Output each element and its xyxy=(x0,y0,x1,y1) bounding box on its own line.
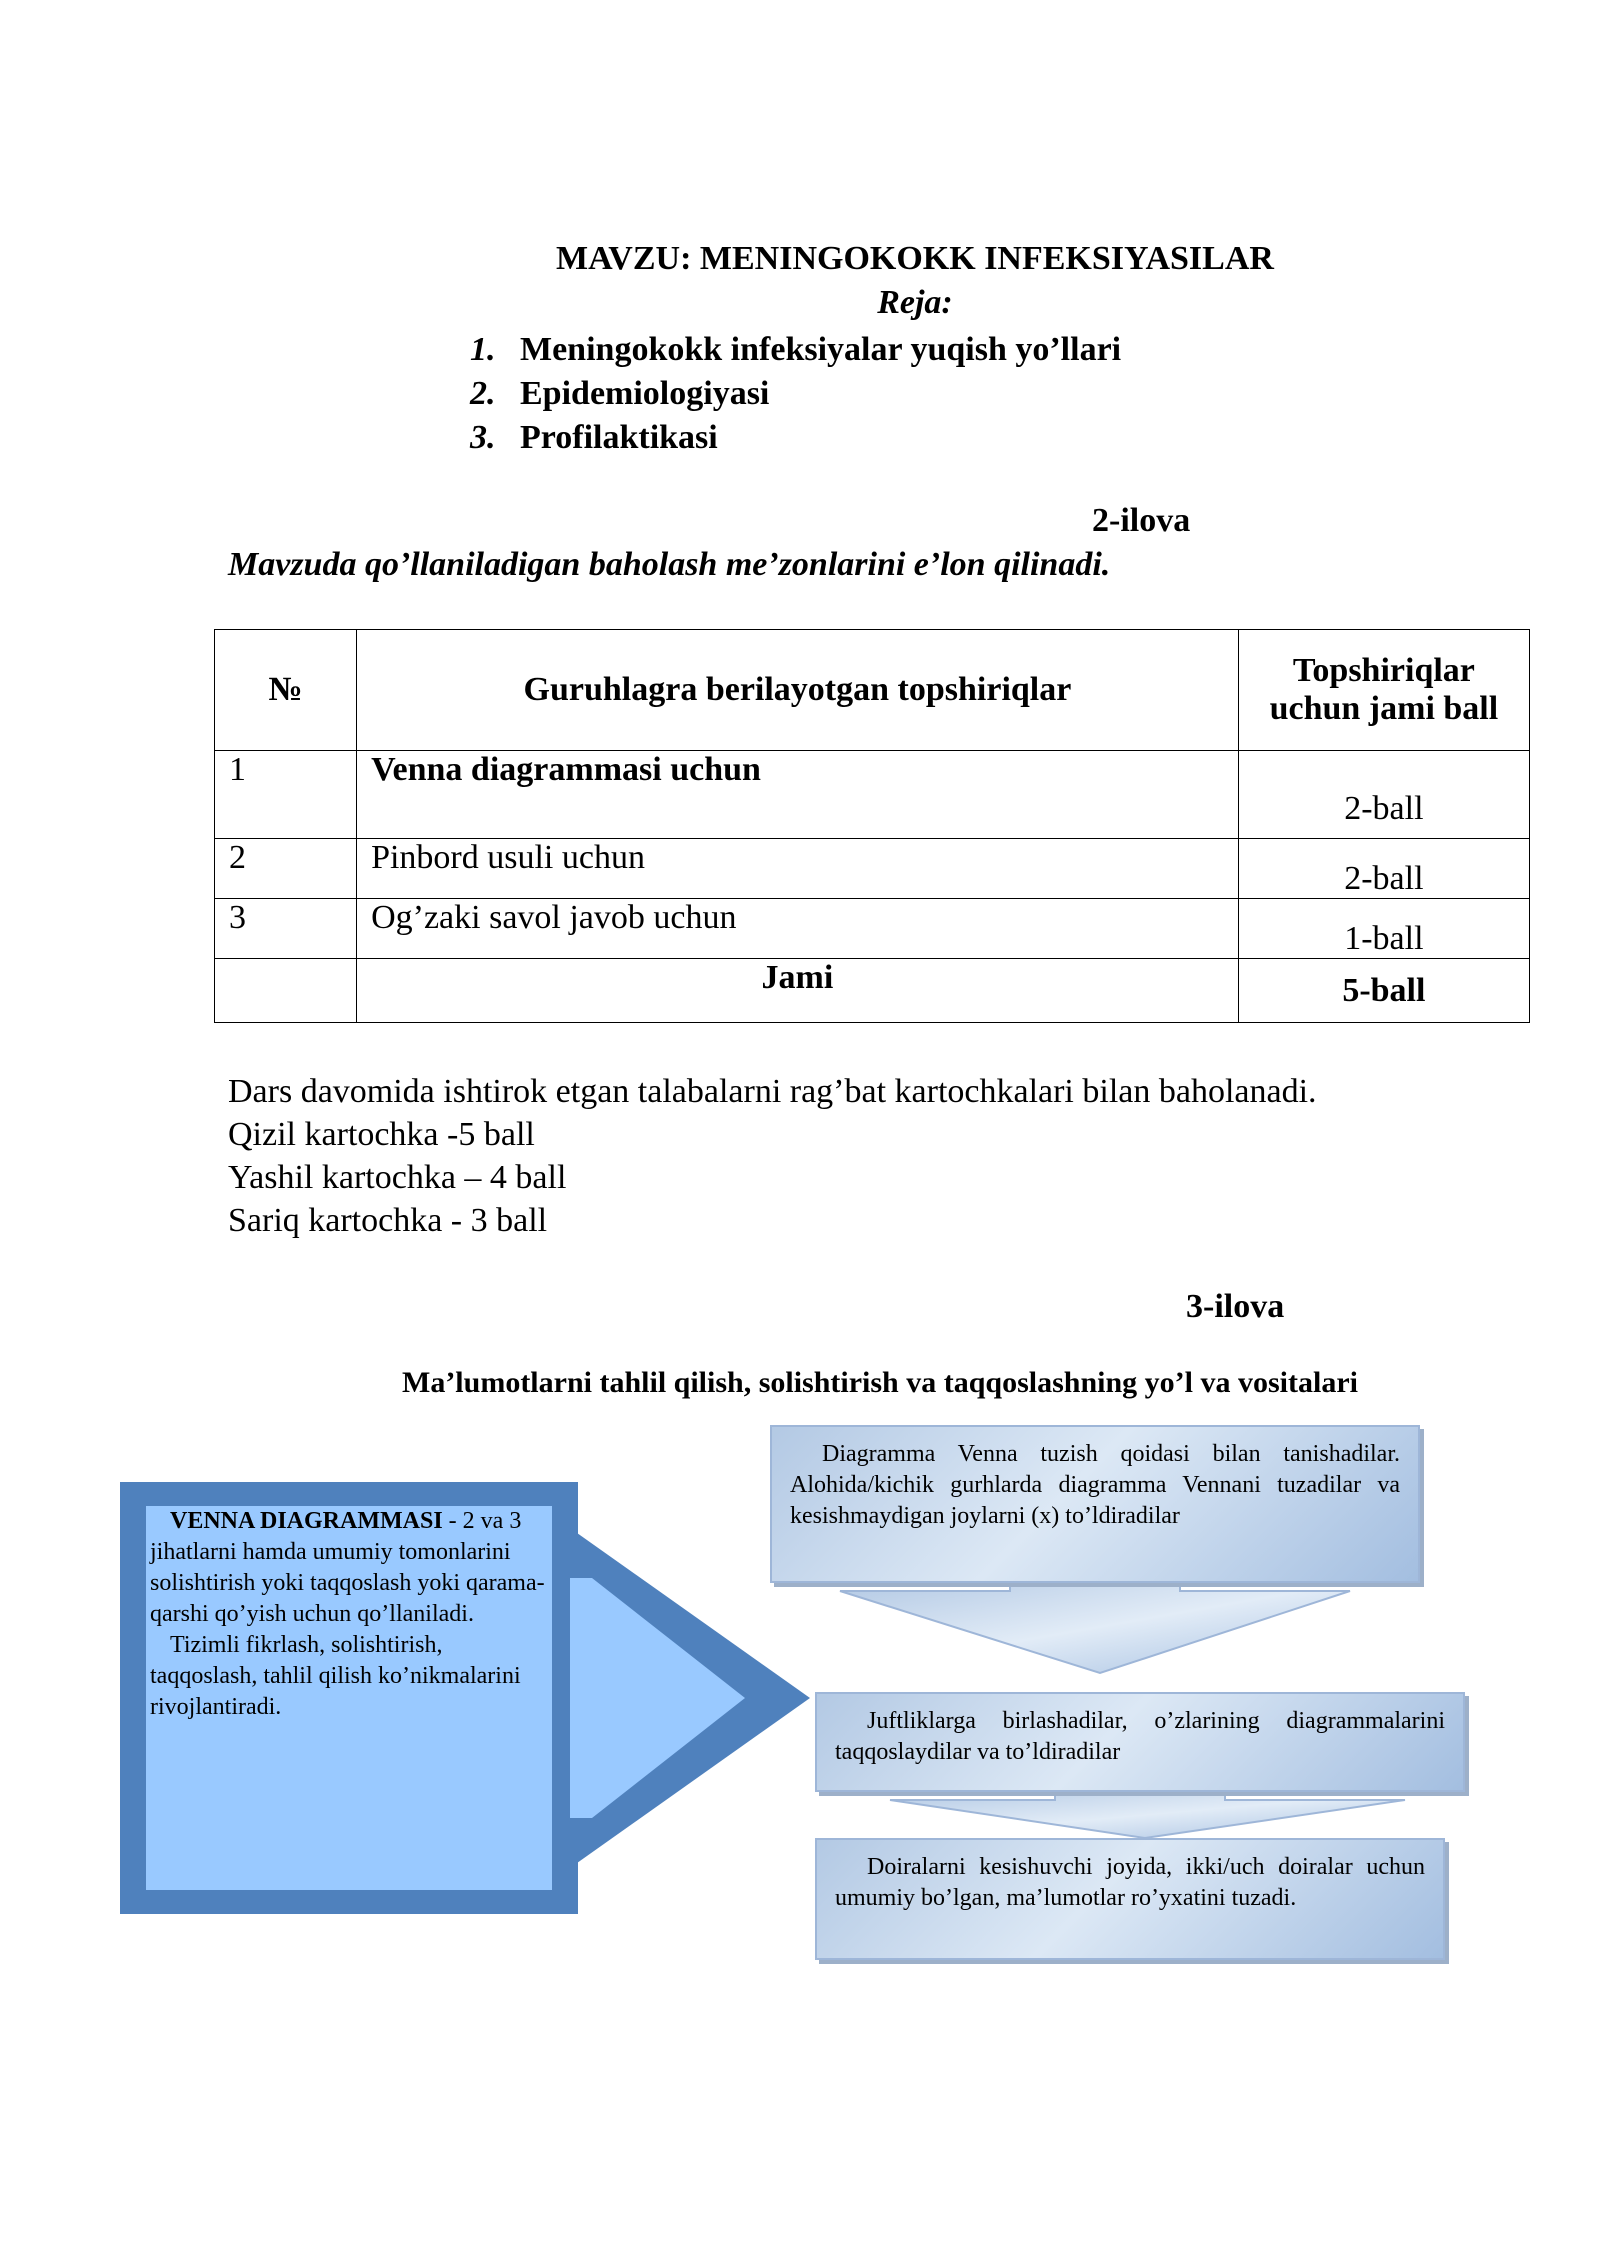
row-task: Og’zaki savol javob uchun xyxy=(357,899,1239,959)
plan-item: 1. Meningokokk infeksiyalar yuqish yo’llari xyxy=(470,331,1122,368)
row-points: 1-ball xyxy=(1238,899,1529,959)
cards-intro: Dars davomida ishtirok etgan talabalarni rag’bat kartochkalari bilan baholanadi. xyxy=(228,1073,1317,1110)
step-arrow-down-icon xyxy=(770,1583,1470,1683)
row-number: 3 xyxy=(215,899,357,959)
step-box xyxy=(770,1425,1420,1583)
step-text: Doiralarni kesishuvchi joyida, ikki/uch doiralar uchun umumiy bo’lgan, ma’lumotlar ro’yxatini tuzadi. xyxy=(835,1854,1425,1911)
column-header-task: Guruhlagra berilayotgan topshiriqlar xyxy=(357,630,1239,751)
table-row xyxy=(215,751,1530,839)
card-item: Sariq kartochka - 3 ball xyxy=(228,1202,548,1239)
plan-label: Reja: xyxy=(877,284,953,321)
plan-item: 3. Profilaktikasi xyxy=(470,419,718,456)
venn-description xyxy=(150,1506,550,1723)
table-row xyxy=(215,839,1530,899)
card-item: Yashil kartochka – 4 ball xyxy=(228,1159,567,1196)
card-item: Qizil kartochka -5 ball xyxy=(228,1116,535,1153)
row-points: 2-ball xyxy=(1238,751,1529,839)
appendix-3-label: 3-ilova xyxy=(1186,1288,1285,1325)
step-text: Juftliklarga birlashadilar, o’zlarining diagrammalarini taqqoslaydilar va to’ldiradilar xyxy=(835,1708,1445,1765)
row-number: 1 xyxy=(215,751,357,839)
column-header-number: № xyxy=(215,630,357,751)
step-arrow-down-icon xyxy=(815,1792,1515,1842)
criteria-heading: Mavzuda qo’llaniladigan baholash me’zonlarini e’lon qilinadi. xyxy=(228,546,1111,583)
plan-list xyxy=(470,328,1121,460)
appendix-2-label: 2-ilova xyxy=(1092,502,1191,539)
venn-term: VENNA DIAGRAMMASI xyxy=(170,1508,443,1534)
plan-item: 2. Epidemiologiyasi xyxy=(470,375,770,412)
table-header-row xyxy=(215,630,1530,751)
table-total-row xyxy=(215,959,1530,1023)
total-label: Jami xyxy=(357,959,1239,1023)
step-box xyxy=(815,1692,1465,1792)
venn-definition: - 2 va 3 jihatlarni hamda umumiy tomonlarini solishtirish yoki taqqoslash yoki qarama-qarshi qo’yish uchun qo’llaniladi. xyxy=(150,1508,545,1627)
page-title: MAVZU: MENINGOKOKK INFEKSIYASILAR xyxy=(556,240,1274,277)
row-task: Pinbord usuli uchun xyxy=(357,839,1239,899)
row-number: 2 xyxy=(215,839,357,899)
row-task: Venna diagrammasi uchun xyxy=(357,751,1239,839)
column-header-points: Topshiriqlar uchun jami ball xyxy=(1238,630,1529,751)
row-points: 2-ball xyxy=(1238,839,1529,899)
total-points: 5-ball xyxy=(1238,959,1529,1023)
step-box xyxy=(815,1838,1445,1960)
venn-skills: Tizimli fikrlash, solishtirish, taqqoslash, tahlil qilish ko’nikmalarini rivojlantiradi. xyxy=(150,1632,521,1720)
grades-table xyxy=(214,629,1530,1023)
step-text: Diagramma Venna tuzish qoidasi bilan tanishadilar. Alohida/kichik gurhlarda diagramma Vennani tuzadilar va kesishmaydigan joylarni (x) to’ldiradilar xyxy=(790,1441,1400,1529)
diagram-subtitle: Ma’lumotlarni tahlil qilish, solishtirish va taqqoslashning yo’l va vositalari xyxy=(402,1366,1358,1399)
table-row xyxy=(215,899,1530,959)
cards-note xyxy=(228,1070,1317,1242)
